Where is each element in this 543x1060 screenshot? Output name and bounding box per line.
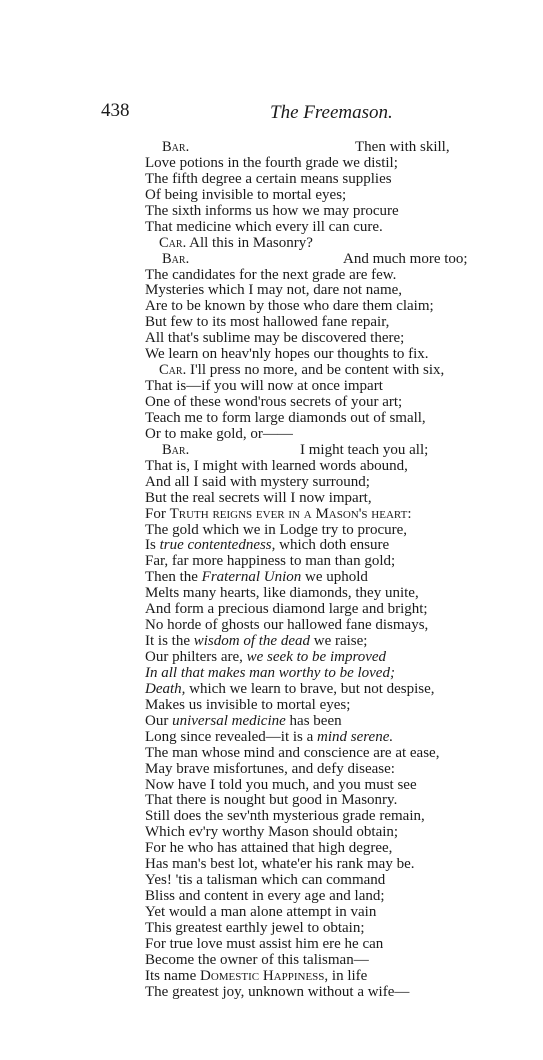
poem-line-35 (145, 681, 485, 697)
poem-line-29: Melts many hearts, like diamonds, they unite, (145, 585, 419, 602)
line-text: Long since revealed—it is a (145, 728, 318, 745)
line-text: which doth ensure (275, 537, 390, 554)
poem-line-45: For he who has attained that high degree, (145, 840, 393, 857)
poem-line-24 (145, 506, 485, 522)
line-text: Our philters are, (145, 649, 247, 665)
poem-line-2: Love potions in the fourth grade we distil; (145, 154, 398, 171)
line-text: It is the (145, 633, 194, 650)
small-caps-phrase: Domestic Happiness (199, 967, 325, 984)
poem-line-25: The gold which we in Lodge try to procure, (145, 521, 408, 538)
line-text: For (145, 505, 170, 522)
poem-line-38 (145, 729, 485, 745)
italic-phrase: mind serene. (317, 728, 394, 745)
poem-line-5: The sixth informs us how we may procure (145, 202, 399, 219)
poem-line-41: Now have I told you much, and you must see (145, 776, 417, 793)
poem-line-13: All that's sublime may be discovered there; (145, 330, 405, 347)
poem-line-53 (145, 968, 485, 984)
poem-line-21: That is, I might with learned words abound, (145, 457, 408, 474)
poem-line-8 (145, 251, 485, 267)
poem-line-6: That medicine which every ill can cure. (145, 218, 383, 235)
poem-line-28 (145, 569, 485, 585)
poem-line-1 (145, 139, 485, 155)
page-number: 438 (101, 100, 130, 121)
poem-line-26 (145, 537, 485, 553)
poem-line-15 (145, 362, 485, 378)
poem-line-37 (145, 713, 485, 729)
line-text: Our (145, 712, 173, 729)
line-text: , in life (324, 967, 368, 984)
line-text: we raise; (310, 633, 368, 650)
poem-line-23: But the real secrets will I now impart, (145, 489, 372, 506)
poem-line-46: Has man's best lot, whate'er his rank may be. (145, 856, 415, 873)
italic-phrase: universal medicine (172, 712, 286, 729)
italic-phrase: In all that makes man worthy to be loved; (145, 664, 395, 681)
poem-line-19: Or to make gold, or—— (145, 425, 293, 442)
speaker-label: Bar. (162, 441, 190, 458)
small-caps-phrase: Truth reigns ever in a Mason's heart (169, 505, 408, 522)
line-text: we uphold (301, 569, 368, 586)
poem-line-32 (145, 633, 485, 649)
poem-line-12: But few to its most hallowed fane repair, (145, 314, 390, 331)
poem-line-52: Become the owner of this talisman— (145, 951, 369, 968)
line-text: which we learn to brave, but not despise, (185, 680, 435, 697)
poem-line-20 (145, 442, 485, 458)
italic-phrase: Fraternal Union (201, 569, 302, 586)
poem-line-51: For true love must assist him ere he can (145, 935, 384, 952)
poem-line-36: Makes us invisible to mortal eyes; (145, 696, 351, 713)
line-text: Its name (145, 967, 200, 984)
poem-line-22: And all I said with mystery surround; (145, 473, 370, 490)
line-text: has been (285, 712, 342, 729)
speaker-label: Bar. (162, 250, 190, 267)
poem-line-14: We learn on heav'nly hopes our thoughts to fix. (145, 346, 429, 363)
poem-line-3: The fifth degree a certain means supplies (145, 170, 392, 187)
poem-line-49: Yet would a man alone attempt in vain (145, 904, 377, 920)
poem-text (145, 139, 485, 1000)
line-text: Then the (145, 569, 202, 586)
poem-line-30: And form a precious diamond large and bright; (145, 601, 428, 618)
poem-line-48: Bliss and content in every age and land; (145, 888, 385, 905)
italic-phrase: wisdom of the dead (193, 633, 310, 650)
line-text: I'll press no more, and be content with six, (189, 362, 445, 379)
poem-line-18: Teach me to form large diamonds out of small, (145, 409, 426, 426)
poem-line-17: One of these wond'rous secrets of your art; (145, 394, 403, 410)
running-title: The Freemason. (270, 102, 393, 123)
poem-line-44: Which ev'ry worthy Mason should obtain; (145, 824, 399, 841)
poem-line-54: The greatest joy, unknown without a wife— (145, 983, 410, 1000)
line-text: Is (145, 537, 160, 554)
poem-line-34 (145, 665, 485, 681)
poem-line-40: May brave misfortunes, and defy disease: (145, 760, 395, 777)
poem-line-47: Yes! 'tis a talisman which can command (145, 872, 386, 889)
poem-line-10: Mysteries which I may not, dare not name, (145, 282, 403, 299)
poem-line-9: The candidates for the next grade are few. (145, 266, 397, 283)
poem-line-42: That there is nought but good in Masonry. (145, 792, 398, 809)
speaker-label: Car. (159, 234, 187, 251)
poem-line-27: Far, far more happiness to man than gold; (145, 553, 396, 570)
line-text: : (407, 505, 412, 522)
poem-line-16: That is—if you will now at once impart (145, 378, 383, 395)
poem-line-33 (145, 649, 485, 665)
poem-line-4: Of being invisible to mortal eyes; (145, 186, 347, 203)
poem-line-11: Are to be known by those who dare them claim; (145, 298, 434, 315)
poem-line-31: No horde of ghosts our hallowed fane dismays, (145, 617, 429, 634)
poem-line-39: The man whose mind and conscience are at ease, (145, 744, 440, 761)
line-continuation: I might teach you all; (300, 441, 429, 458)
italic-phrase: we seek to be improved (246, 649, 387, 665)
poem-line-50: This greatest earthly jewel to obtain; (145, 919, 365, 936)
line-continuation: And much more too; (343, 250, 468, 267)
poem-line-7 (145, 235, 485, 251)
speaker-label: Bar. (162, 139, 190, 155)
line-text: All this in Masonry? (189, 234, 313, 251)
line-continuation: Then with skill, (355, 139, 450, 155)
speaker-label: Car. (159, 362, 187, 379)
italic-phrase: true contentedness, (159, 537, 276, 554)
poem-line-43: Still does the sev'nth mysterious grade remain, (145, 808, 425, 825)
italic-phrase: Death, (145, 680, 186, 697)
